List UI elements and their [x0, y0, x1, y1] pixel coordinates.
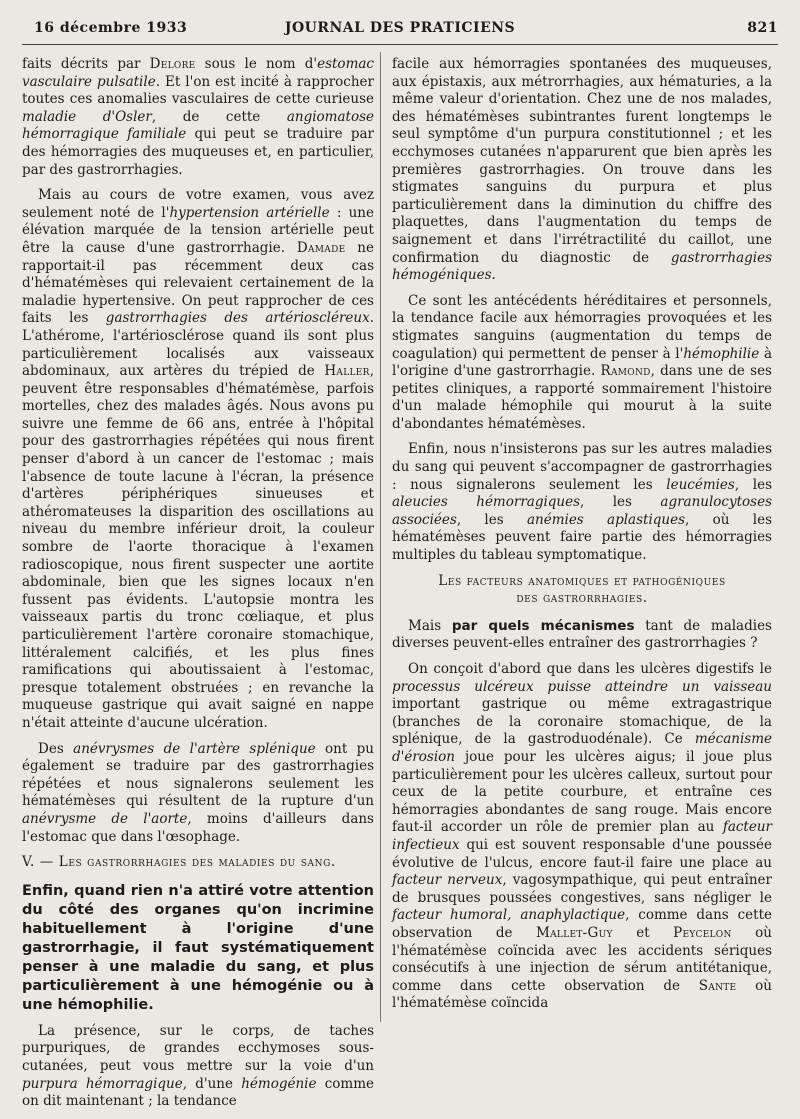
journal-title: JOURNAL DES PRATICIENS: [284, 20, 516, 36]
paragraph-autres-maladies: Enfin, nous n'insisterons pas sur les autres maladies du sang qui peuvent s'accompagner de gastrorrhagies : nous signalerons seulement les leucémies, les aleucies hémorragiques, les agranulocytoses associées, les anémies aplastiques, où les hématémèses peuvent faire partie des hémorragies multiples du tableau symptomatique.: [392, 441, 773, 564]
section-heading-facteurs: Les facteurs anatomiques et pathogéniques des gastrorrhagies.: [438, 572, 726, 607]
paragraph-purpura: La présence, sur le corps, de taches purpuriques, de grandes ecchymoses sous-cutanées, peut vous mettre sur la voie d'un purpura hémorragique, d'une hémogénie comme on dit maintenant ; la tendance: [22, 1022, 374, 1110]
paragraph-hypertension: Mais au cours de votre examen, vous avez seulement noté de l'hypertension artérielle : une élévation marquée de la tension artérielle peut être la cause d'une gastrorrhagie. Damade ne rapportait-il pas récemment deux cas d'hématémèses qui relevaient certainement de la maladie hypertensive. On peut rapprocher de ces faits les gastrorrhagies des artérioscléreux. L'athérome, l'artériosclérose quand ils sont plus particulièrement localisés aux vaisseaux abdominaux, aux artères du trépied de Haller, peuvent être responsables d'hématémèse, parfois mortelles, chez des malades âgés. Nous avons pu suivre une femme de 66 ans, entrée à l'hôpital pour des gastrorrhagies répétées qui nous firent penser d'abord à un cancer de l'estomac ; mais l'absence de toute lacune à l'écran, la présence d'artères périphériques sinueuses et athéromateuses la disparition des oscillations au niveau du membre inférieur droit, la couleur sombre de l'aorte thoracique à l'examen radioscopique, nous firent suspecter une aortite abdominale, bien que les signes locaux n'en fussent pas évidents. L'autopsie montra les vaisseaux partis du tronc cœliaque, et plus particulièrement l'artère coronaire stomachique, littéralement calcifiés, et les plus fines ramifications qui aboutissaient à l'estomac, presque totalement obstruées ; en revanche la muqueuse gastrique qui avait saigné en nappe n'était atteinte d'aucune ulcération.: [22, 187, 374, 731]
paragraph-osler: faits décrits par Delore sous le nom d'estomac vasculaire pulsatile. Et l'on est incité à rapprocher toutes ces anomalies vasculaires de cette curieuse maladie d'Osler, de cette angiomatose hémorragique familiale qui peut se traduire par des hémorragies des muqueuses et, en particulier, par des gastrorrhagies.: [22, 56, 374, 178]
paragraph-erosion: On conçoit d'abord que dans les ulcères digestifs le processus ulcéreux puisse atteindre un vaisseau important gastrique ou même extragastrique (branches de la coronaire stomachique, de la splénique, de la gastroduodénale). Ce mécanisme d'érosion joue pour les ulcères aigus; il joue plus particulièrement pour les ulcères calleux, surtout pour ceux de la petite courbure, et entraîne ces hémorragies abondantes de sang rouge. Mais encore faut-il accorder un rôle de premier plan au facteur infectieux qui est souvent responsable d'une poussée évolutive de l'ulcus, encore faut-il faire une place au facteur nerveux, vagosympathique, qui peut entraîner de brusques poussées congestives, sans négliger le facteur humoral, anaphylactique, comme dans cette observation de Mallet-Guy et Peycelon où l'hématémèse coïncida avec les accidents sériques consécutifs à une injection de sérum antitétanique, comme dans cette observation de Sante où l'hématémèse coïncida: [392, 661, 772, 1012]
right-column: [392, 56, 772, 1021]
issue-date: 16 décembre 1933: [34, 20, 188, 36]
paragraph-mecanismes: Mais par quels mécanismes tant de maladies diverses peuvent-elles entraîner des gastrorrhagies ?: [392, 617, 772, 652]
lead-paragraph: Enfin, quand rien n'a attiré votre attention du côté des organes qu'on incrimine habituellement à l'origine d'une gastrorrhagie, il faut systématiquement penser à une maladie du sang, et plus particulièrement à une hémogénie ou à une hémophilie.: [22, 882, 374, 1013]
section-heading-maladies-du-sang: V. — Les gastrorrhagies des maladies du sang.: [22, 854, 336, 871]
page-number: 821: [747, 20, 778, 36]
paragraph-anevrysmes: Des anévrysmes de l'artère splénique ont pu également se traduire par des gastrorrhagies répétées et nous signalerons seulement les hématémèses qui résultent de la rupture d'un anévrysme de l'aorte, moins d'ailleurs dans l'estomac que dans l'œsophage.: [22, 740, 374, 845]
running-header: [22, 20, 778, 42]
left-column: [22, 56, 374, 1119]
paragraph-hemophilie: Ce sont les antécédents héréditaires et personnels, la tendance facile aux hémorragies provoquées et les stigmates sanguins (augmentation du temps de coagulation) qui permettent de penser à l'hémophilie à l'origine d'une gastrorrhagie. Ramond, dans une de ses petites cliniques, a rapporté sommairement l'histoire d'un malade hémophile qui mourut à la suite d'abondantes hématémèses.: [392, 292, 772, 432]
header-rule: [22, 44, 778, 45]
paragraph-hemogenie: facile aux hémorragies spontanées des muqueuses, aux épistaxis, aux métrorrhagies, aux hématuries, a la même valeur d'orientation. Chez une de nos malades, des hématémèses subintrantes furent longtemps le seul symptôme d'un purpura constitutionnel ; et les ecchymoses cutanées n'apparurent que bien après les premières gastrorrhagies. On trouve dans les stigmates sanguins du purpura et plus particulièrement dans la diminution du chiffre des plaquettes, dans l'augmentation du temps de saignement et dans l'irrétractilité du caillot, une confirmation du diagnostic de gastrorrhagies hémogéniques.: [392, 56, 772, 284]
column-divider: [380, 52, 381, 1022]
